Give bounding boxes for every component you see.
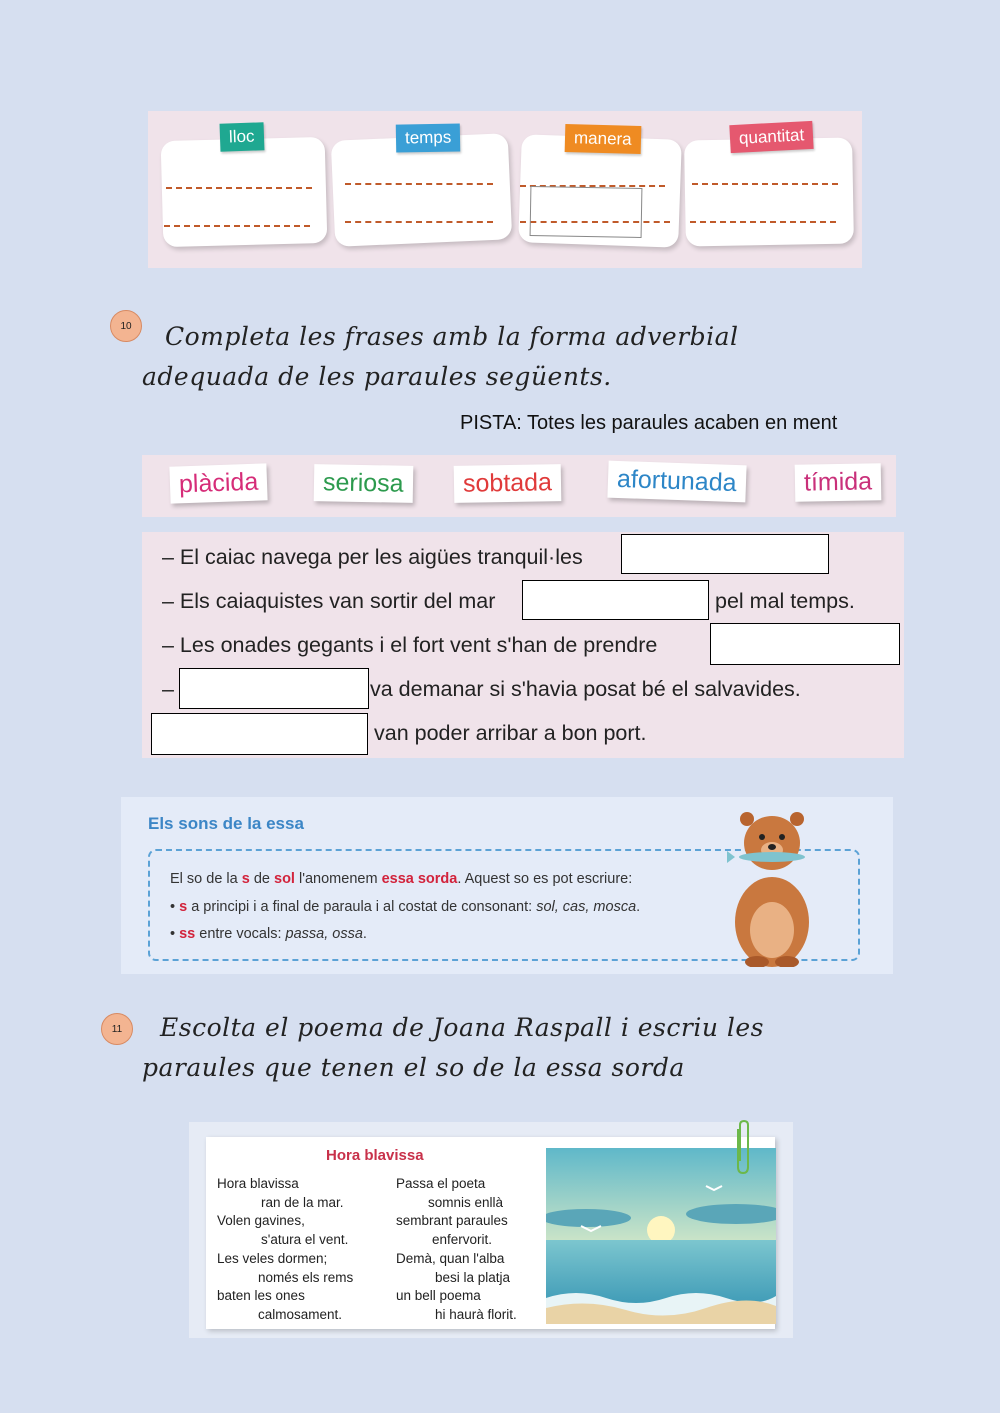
sentence-text: van poder arribar a bon port.: [374, 721, 647, 745]
sentence-text: –: [162, 677, 174, 701]
paper-clip-icon: [734, 1119, 750, 1175]
rule-examples: sol, cas, mosca: [536, 899, 637, 915]
poem-line: un bell poema: [396, 1288, 481, 1303]
answer-box[interactable]: [710, 623, 900, 665]
rule-bullet: [170, 926, 367, 942]
rule-text: .: [362, 926, 367, 942]
sentence-text: va demanar si s'havia posat bé el salvavides.: [370, 677, 801, 701]
rule-text: l'anomenem: [294, 871, 382, 887]
poem-line: Volen gavines,: [217, 1213, 305, 1228]
category-tag-quantitat: quantitat: [729, 121, 814, 153]
word-card: tímida: [795, 463, 882, 501]
answer-box[interactable]: [151, 713, 368, 755]
poem-line: hi haurà florit.: [435, 1307, 517, 1322]
poem-line: Passa el poeta: [396, 1176, 486, 1191]
rule-text: de: [249, 871, 275, 887]
answer-line[interactable]: [692, 183, 838, 185]
answer-line[interactable]: [345, 183, 493, 185]
answer-box[interactable]: [621, 534, 829, 574]
sentence-text: – El caiac navega per les aigües tranquil·les: [162, 545, 583, 569]
poem-line: només els rems: [258, 1270, 354, 1285]
rule-text: .: [636, 899, 641, 915]
category-tag-lloc: lloc: [220, 122, 264, 152]
hint-text: PISTA: Totes les paraules acaben en ment: [460, 412, 838, 434]
poem-title: Hora blavissa: [326, 1147, 424, 1164]
answer-line[interactable]: [345, 221, 493, 223]
poem-line: somnis enllà: [428, 1195, 504, 1210]
bullet-icon: •: [170, 926, 176, 942]
sentence-text: pel mal temps.: [715, 589, 855, 613]
category-card-quantitat: [684, 138, 854, 247]
category-tag-manera: manera: [565, 124, 641, 154]
rule-highlight: s: [241, 871, 250, 887]
bear-icon: [727, 807, 817, 967]
spelling-rule-box: [121, 797, 893, 974]
poem-panel: [189, 1122, 793, 1338]
exercise-instruction: Escolta el poema de Joana Raspall i escriu les: [160, 1013, 765, 1042]
poem-line: baten les ones: [217, 1288, 305, 1303]
word-card: plàcida: [169, 463, 267, 503]
sentence-text: – Els caiaquistes van sortir del mar: [162, 589, 496, 613]
poem-line: Hora blavissa: [217, 1176, 299, 1191]
rule-examples: passa, ossa: [285, 926, 363, 942]
rule-bullet: [170, 899, 640, 915]
category-tag-temps: temps: [396, 123, 461, 152]
poem-line: s'atura el vent.: [261, 1232, 349, 1247]
poem-line: enfervorit.: [432, 1232, 493, 1247]
answer-line[interactable]: [166, 187, 312, 189]
sentence-text: – Les onades gegants i el fort vent s'han de prendre: [162, 633, 658, 657]
rule-title: Els sons de la essa: [148, 814, 304, 833]
bullet-icon: •: [170, 899, 176, 915]
poem-line: Demà, quan l'alba: [396, 1251, 505, 1266]
answer-line[interactable]: [690, 221, 836, 223]
category-card-lloc: [161, 137, 328, 247]
word-card: sobtada: [454, 464, 562, 503]
exercise-instruction: adequada de les paraules següents.: [142, 362, 612, 391]
word-card: seriosa: [314, 464, 413, 503]
rule-highlight: essa sorda: [381, 871, 458, 887]
answer-box[interactable]: [179, 668, 369, 709]
poem-line: calmosament.: [258, 1307, 343, 1322]
answer-box[interactable]: [522, 580, 709, 620]
rule-text: . Aquest so es pot escriure:: [457, 871, 633, 887]
answer-box[interactable]: [530, 186, 643, 238]
answer-line[interactable]: [164, 225, 310, 227]
rule-highlight: s: [179, 899, 188, 915]
rule-text: entre vocals:: [195, 926, 286, 942]
adverb-categories-panel: [148, 111, 862, 268]
exercise-instruction: Completa les frases amb la forma adverbial: [165, 322, 739, 351]
exercise-number-badge: 11: [101, 1013, 133, 1045]
poem-line: sembrant paraules: [396, 1213, 508, 1228]
poem-line: besi la platja: [435, 1270, 511, 1285]
rule-highlight: sol: [274, 871, 295, 887]
sentences-panel: [142, 532, 904, 758]
poem-line: ran de la mar.: [261, 1195, 344, 1210]
exercise-instruction: paraules que tenen el so de la essa sorda: [142, 1053, 685, 1082]
poem-line: Les veles dormen;: [217, 1251, 328, 1266]
rule-line: [170, 871, 632, 887]
exercise-number-badge: 10: [110, 310, 142, 342]
rule-highlight: ss: [179, 926, 196, 942]
rule-text: El so de la: [170, 871, 242, 887]
poem-card: [206, 1137, 775, 1329]
word-bank: [142, 455, 896, 517]
rule-text: a principi i a final de paraula i al costat de consonant:: [187, 899, 537, 915]
word-card: afortunada: [607, 461, 746, 503]
